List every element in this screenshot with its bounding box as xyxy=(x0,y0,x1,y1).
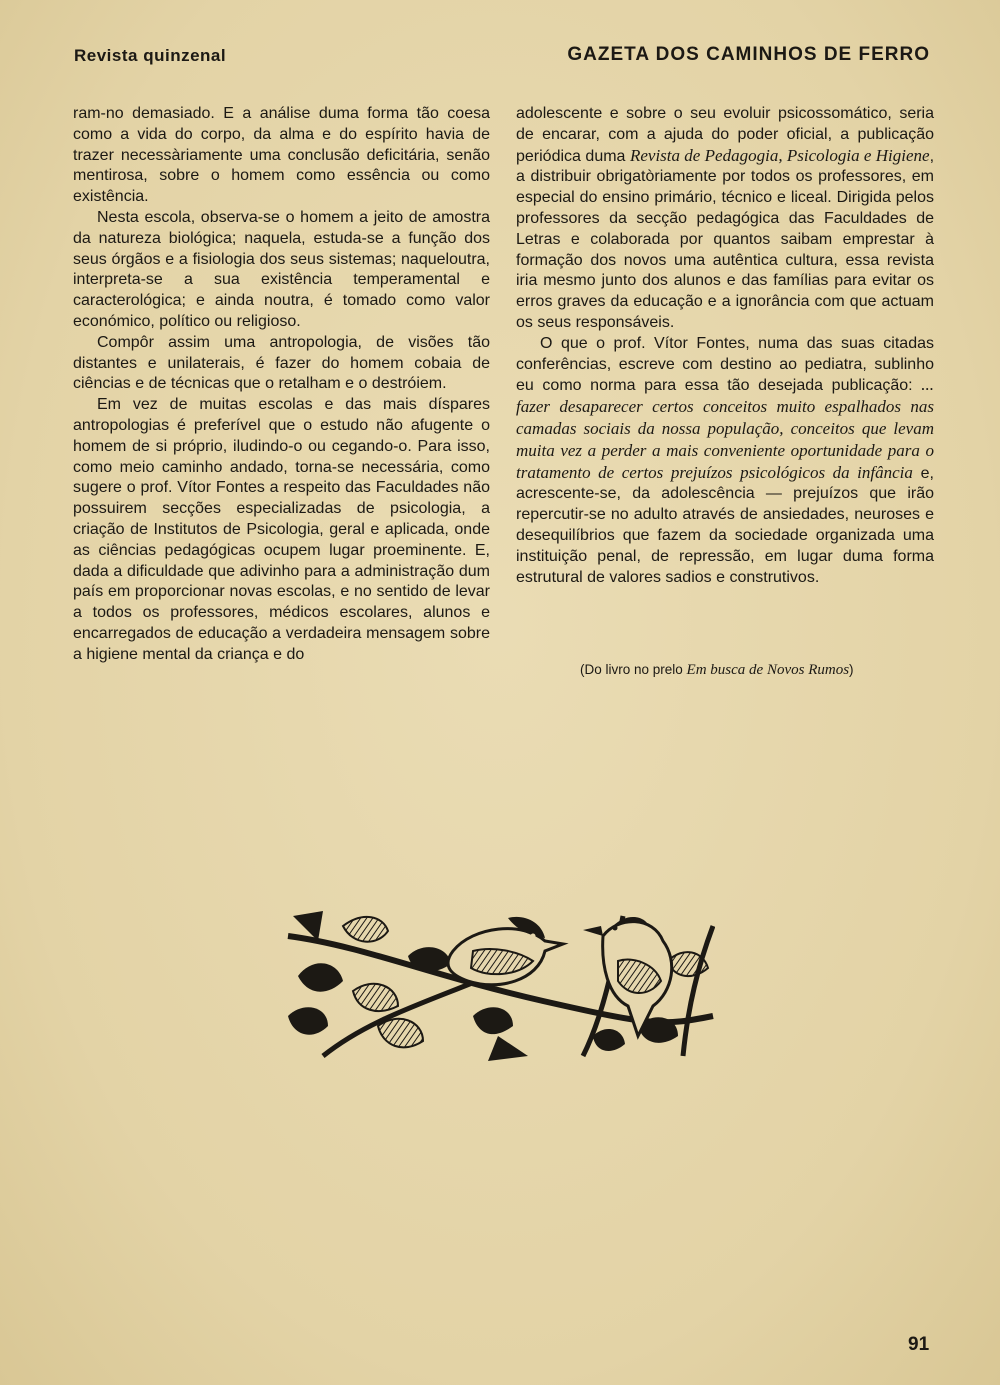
paragraph: Compôr assim uma antropologia, de visões tão distantes e unilaterais, é fazer do homem cobaia de ciências e de técnicas que o retalham e o destróiem. xyxy=(73,333,490,393)
paragraph: Nesta escola, observa-se o homem a jeito de amostra da natureza biológica; naquela, estuda-se a função dos seus órgãos e a fisiologia dos seus sistemas; naqueloutra, interpreta-se a sua existência temperamental e caracterológica; e ainda noutra, é tomado como valor económico, político ou religioso. xyxy=(73,208,490,330)
header-journal-title: GAZETA DOS CAMINHOS DE FERRO xyxy=(567,44,930,65)
journal-name: Revista de Pedagogia, Psicologia e Higiene xyxy=(629,145,930,165)
header-publication-frequency: Revista quinzenal xyxy=(74,46,227,65)
paragraph: ram-no demasiado. E a análise duma forma tão coesa como a vida do corpo, da alma e do espírito havia de trazer necessàriamente uma conclusão deficitária, senão mentirosa, sobre o homem como essência ou como existência. xyxy=(73,105,490,206)
source-prefix: (Do livro no prelo xyxy=(580,662,687,677)
paragraph: Em vez de muitas escolas e das mais díspares antropologias é preferível que o estudo não afugente o homem de si próprio, iludindo-o ou cegando-o. Para isso, como meio caminho andado, torna-se necessária, como sugere o prof. Vítor Fontes a respeito das Faculdades não possuirem secções especializadas de psicologia, a criação de Institutos de Psicologia, geral e aplicada, onde as ciências pedagógicas ocupem lugar proeminente. E, dada a dificuldade que adivinho para a administração dum país em proporcionar novas escolas, e no sentido de levar a todos os professores, médicos escolares, alunos e encarregados de educação a verdadeira mensagem sobre a higiene mental da criança e do xyxy=(73,396,490,663)
paragraph-text: , a distribuir obrigatòriamente por todos os professores, em especial do ensino primário, técnico e liceal. Dirigida pelos professores da secção pedagógica das Faculdades de Letras e colaborada por quantos saibam emprestar à formação dos novos uma autêntica cultura, essa revista iria mesmo junto dos alunos e das famílias para evitar os erros graves da educação e a ignorância com que actuam os seus responsáveis. xyxy=(516,147,935,331)
quotation: ... fazer desaparecer certos conceitos muito espalhados nas camadas sociais da nossa população, conceitos que levam muita vez a perder a mais conveniente oportunidade para o tratamento de certos prejuízos psicológicos da infância xyxy=(516,375,934,482)
page-number: 91 xyxy=(908,1334,930,1355)
paragraph xyxy=(516,334,934,589)
paragraph-text: e, acrescente-se, da adolescência — prejuízos que irão repercutir-se no adulto através de ansiedades, neuroses e desequilíbrios que fazem da sociedade organizada uma instituição penal, de repressão, em lugar duma forma estrutural de valores sadios e construtivos. xyxy=(516,464,934,586)
right-column xyxy=(516,104,934,588)
paragraph-text: adolescente e sobre o seu evoluir psicossomático, seria de encarar, com a ajuda do poder oficial, a publicação periódica duma xyxy=(516,105,934,165)
book-title: Em busca de Novos Rumos xyxy=(686,662,850,678)
source-suffix: ) xyxy=(849,662,854,677)
paragraph xyxy=(516,104,934,334)
paragraph-text: O que o prof. Vítor Fontes, numa das suas citadas conferências, escreve com destino ao pediatra, sublinho eu como norma para essa tão desejada publicação: xyxy=(516,334,934,395)
birds-woodcut-vignette xyxy=(283,906,715,1062)
bird-left xyxy=(448,917,563,985)
left-column xyxy=(73,104,490,666)
source-citation xyxy=(580,662,854,679)
